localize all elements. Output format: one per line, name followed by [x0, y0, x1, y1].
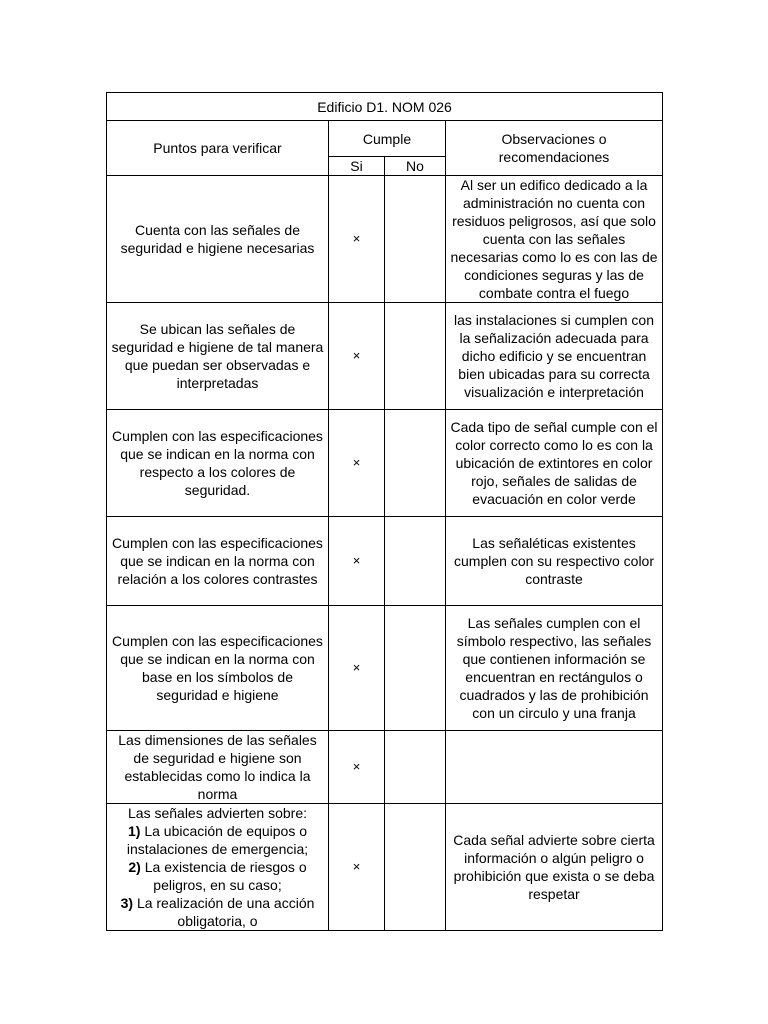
observation-cell: Cada señal advierte sobre cierta información o algún peligro o prohibición que exista o se deba respetar	[446, 804, 663, 931]
point-cell: Las dimensiones de las señales de seguridad e higiene son establecidas como lo indica la norma	[107, 731, 329, 804]
observation-cell: Las señales cumplen con el símbolo respectivo, las señales que contienen información se encuentran en rectángulos o cuadrados y las de prohibición con un circulo y una franja	[446, 606, 663, 731]
list-item-text: La existencia de riesgos o peligros, en su caso;	[144, 859, 307, 893]
no-mark	[385, 410, 446, 517]
table-row	[107, 410, 663, 517]
list-item-number: 1)	[127, 823, 141, 839]
point-cell: Cumplen con las especificaciones que se indican en la norma con base en los símbolos de seguridad e higiene	[107, 606, 329, 731]
table-row	[107, 606, 663, 731]
observation-cell: Las señaléticas existentes cumplen con su respectivo color contraste	[446, 517, 663, 606]
si-mark: ×	[329, 517, 385, 606]
list-item-text: La realización de una acción obligatoria, o	[136, 895, 315, 929]
no-mark	[385, 517, 446, 606]
point-intro: Las señales advierten sobre:	[128, 805, 307, 821]
si-mark: ×	[329, 176, 385, 303]
header-no: No	[385, 157, 446, 176]
table-title-row	[107, 93, 663, 121]
verification-table	[106, 92, 663, 931]
header-points: Puntos para verificar	[107, 121, 329, 176]
observation-cell: Al ser un edifico dedicado a la administración no cuenta con residuos peligrosos, así que solo cuenta con las señales necesarias como lo es con las de condiciones seguras y las de combate contra el fuego	[446, 176, 663, 303]
table-row	[107, 804, 663, 931]
observation-cell: Cada tipo de señal cumple con el color correcto como lo es con la ubicación de extintores en color rojo, señales de salidas de evacuación en color verde	[446, 410, 663, 517]
no-mark	[385, 606, 446, 731]
point-list-item	[111, 894, 324, 930]
no-mark	[385, 731, 446, 804]
list-item-number: 3)	[120, 895, 134, 911]
header-si: Si	[329, 157, 385, 176]
si-mark: ×	[329, 606, 385, 731]
point-list-item	[111, 858, 324, 894]
point-list-item	[111, 822, 324, 858]
table-row	[107, 517, 663, 606]
table-row	[107, 303, 663, 410]
header-row	[107, 121, 663, 157]
no-mark	[385, 303, 446, 410]
no-mark	[385, 804, 446, 931]
si-mark: ×	[329, 731, 385, 804]
header-cumple: Cumple	[329, 121, 446, 157]
si-mark: ×	[329, 303, 385, 410]
point-cell: Cuenta con las señales de seguridad e higiene necesarias	[107, 176, 329, 303]
observation-cell: las instalaciones si cumplen con la señalización adecuada para dicho edificio y se encuentran bien ubicadas para su correcta visualización e interpretación	[446, 303, 663, 410]
point-cell	[107, 804, 329, 931]
point-cell: Se ubican las señales de seguridad e higiene de tal manera que puedan ser observadas e interpretadas	[107, 303, 329, 410]
point-cell: Cumplen con las especificaciones que se indican en la norma con relación a los colores contrastes	[107, 517, 329, 606]
observation-cell	[446, 731, 663, 804]
list-item-text: La ubicación de equipos o instalaciones de emergencia;	[126, 823, 309, 857]
point-cell: Cumplen con las especificaciones que se indican en la norma con respecto a los colores de seguridad.	[107, 410, 329, 517]
list-item-number: 2)	[128, 859, 141, 875]
no-mark	[385, 176, 446, 303]
table-row	[107, 176, 663, 303]
si-mark: ×	[329, 410, 385, 517]
table-title: Edificio D1. NOM 026	[107, 93, 663, 121]
header-observations: Observaciones o recomendaciones	[446, 121, 663, 176]
table-row	[107, 731, 663, 804]
si-mark: ×	[329, 804, 385, 931]
